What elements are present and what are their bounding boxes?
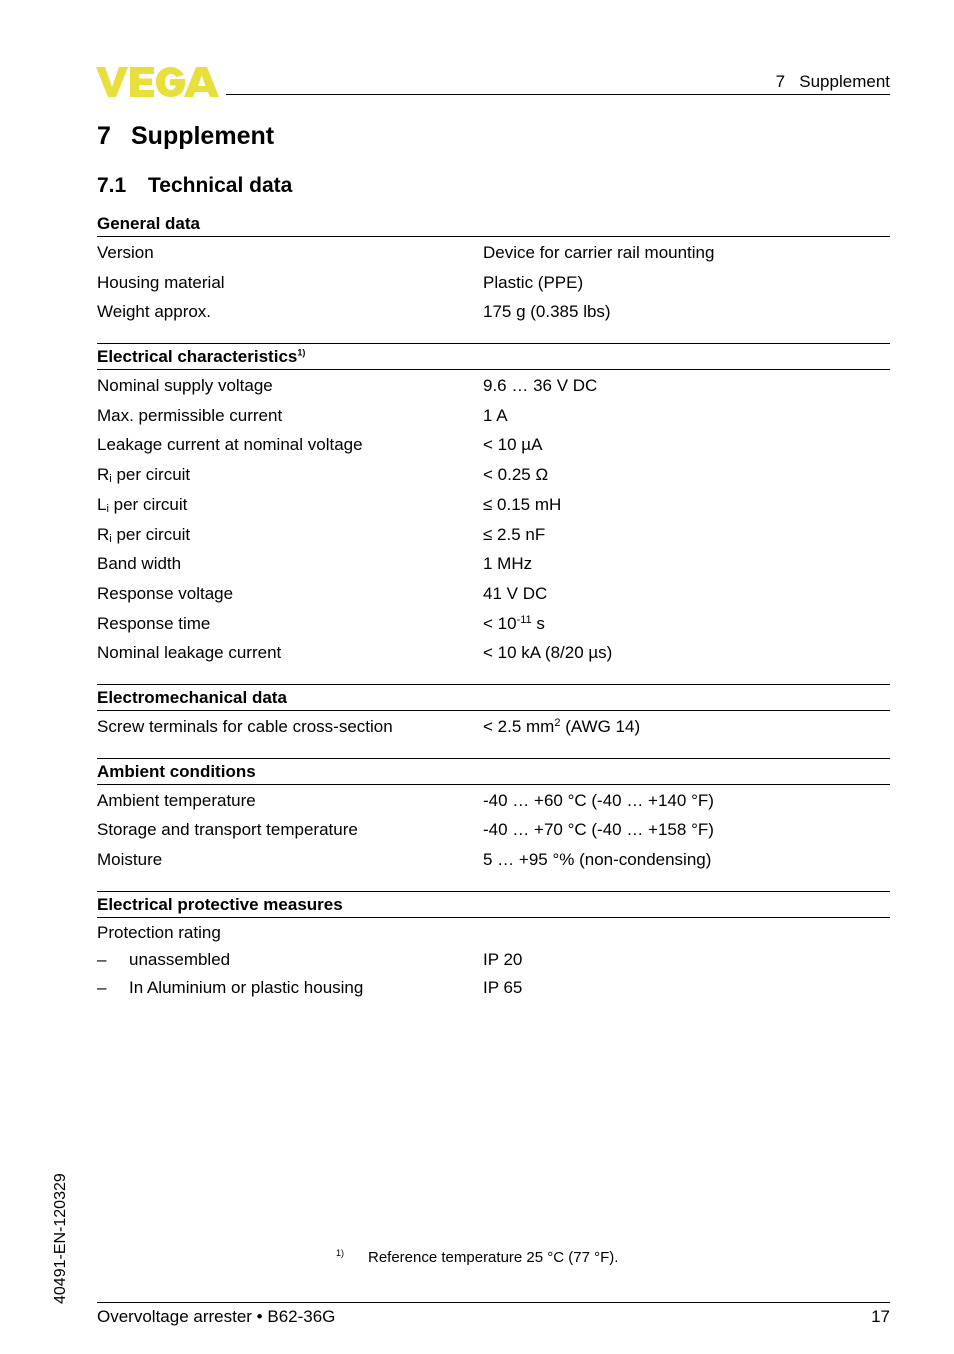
spec-row: [97, 579, 890, 609]
spec-row: [97, 371, 890, 401]
footnote-ref: 1): [297, 347, 306, 358]
section-electromechanical: [97, 684, 890, 758]
spec-value: 175 g (0.385 lbs): [483, 302, 611, 322]
label-main: L: [97, 494, 107, 514]
spec-value: < 10 kA (8/20 µs): [483, 643, 613, 663]
spec-label: [97, 946, 483, 974]
spec-value: [483, 712, 890, 742]
spec-label: Weight approx.: [97, 302, 212, 322]
spec-value: 41 V DC: [483, 583, 548, 603]
spec-label: Version: [97, 243, 154, 262]
value-rest: s: [531, 613, 545, 633]
spec-row: [97, 919, 890, 947]
value-main: < 2.5 mm: [483, 716, 555, 736]
section-ambient: [97, 758, 890, 891]
spec-value: IP 20: [483, 950, 523, 970]
electrical-title-text: Electrical characteristics: [97, 347, 298, 367]
spec-row: [97, 815, 890, 845]
section-title-electromechanical: Electromechanical data: [97, 684, 890, 711]
section-heading: [97, 174, 292, 198]
spec-row: [97, 946, 890, 974]
spec-row: [97, 268, 890, 298]
section-title-general: General data: [97, 211, 890, 237]
vega-logo: [96, 66, 220, 98]
spec-value: -40 … +70 °C (-40 … +158 °F): [483, 820, 714, 840]
spec-label: Band width: [97, 554, 182, 574]
chapter-number: 7: [97, 122, 111, 150]
label-text: unassembled: [129, 950, 231, 970]
label-subscript: i: [106, 502, 109, 515]
section-title-electrical: [97, 343, 890, 370]
spec-value: 9.6 … 36 V DC: [483, 376, 598, 396]
spec-label: Leakage current at nominal voltage: [97, 435, 363, 455]
section-protective: [97, 891, 890, 1018]
spec-value: 1 MHz: [483, 554, 533, 574]
chapter-title: Supplement: [131, 122, 275, 150]
spec-label: Protection rating: [97, 922, 221, 942]
spec-label: Max. permissible current: [97, 405, 283, 425]
technical-data-table: [97, 211, 890, 1017]
section-general-data: [97, 211, 890, 343]
spec-row: [97, 490, 890, 520]
spec-value: Plastic (PPE): [483, 272, 584, 292]
dash-bullet: –: [97, 977, 107, 997]
footnote: [336, 1248, 618, 1266]
spec-row: [97, 401, 890, 431]
spec-label: Housing material: [97, 272, 225, 292]
spec-label: Nominal leakage current: [97, 643, 282, 663]
spec-value: < 10 µA: [483, 435, 543, 455]
spec-label: Moisture: [97, 850, 163, 869]
spec-label: Nominal supply voltage: [97, 376, 273, 396]
label-text: In Aluminium or plastic housing: [129, 977, 364, 997]
spec-value: 5 … +95 °% (non-condensing): [483, 850, 712, 869]
footnote-text: Reference temperature 25 °C (77 °F).: [368, 1249, 619, 1266]
value-superscript: -11: [516, 613, 532, 626]
label-main: R: [97, 524, 110, 544]
spec-label: [97, 520, 483, 550]
spec-label: Storage and transport temperature: [97, 820, 358, 840]
footer-doc-title: Overvoltage arrester • B62-36G: [97, 1307, 336, 1326]
section-electrical: [97, 343, 890, 684]
label-rest: per circuit: [111, 524, 191, 544]
spec-value: IP 65: [483, 977, 523, 997]
label-subscript: i: [109, 473, 112, 486]
spec-label: [97, 460, 483, 490]
document-code: 40491-EN-120329: [52, 1173, 69, 1304]
spec-row: [97, 638, 890, 668]
spec-row: [97, 712, 890, 742]
spec-value: < 0.25 Ω: [483, 465, 549, 485]
section-number: 7.1: [97, 174, 127, 197]
spec-label: Ambient temperature: [97, 790, 256, 810]
dash-bullet: –: [97, 950, 107, 970]
spec-row: [97, 786, 890, 816]
chapter-heading: [97, 122, 274, 151]
section-title-protective: Electrical protective measures: [97, 891, 890, 918]
spec-row: [97, 609, 890, 639]
page-number: 17: [871, 1307, 890, 1326]
spec-label: [97, 974, 483, 1002]
spec-value: 1 A: [483, 405, 508, 425]
spec-value: -40 … +60 °C (-40 … +140 °F): [483, 790, 714, 810]
spec-row: [97, 460, 890, 490]
spec-row: [97, 238, 890, 268]
section-title-ambient: Ambient conditions: [97, 758, 890, 785]
spec-value: [483, 609, 890, 639]
value-main: < 10: [483, 613, 517, 633]
footer-rule: [97, 1302, 890, 1303]
spec-row: [97, 297, 890, 327]
spec-row: [97, 845, 890, 875]
spec-row: [97, 974, 890, 1002]
spec-value: Device for carrier rail mounting: [483, 243, 715, 262]
label-subscript: i: [109, 532, 112, 545]
spec-value: ≤ 0.15 mH: [483, 494, 562, 514]
value-rest: (AWG 14): [560, 716, 641, 736]
spec-value: ≤ 2.5 nF: [483, 524, 546, 544]
label-rest: per circuit: [111, 465, 191, 485]
label-rest: per circuit: [108, 494, 188, 514]
spec-label: Screw terminals for cable cross-section: [97, 716, 393, 736]
spec-label: Response voltage: [97, 583, 234, 603]
spec-row: [97, 549, 890, 579]
spec-label: Response time: [97, 613, 211, 633]
header-rule: [226, 94, 890, 95]
spec-label: [97, 490, 483, 520]
spec-value-empty: [483, 919, 890, 947]
label-main: R: [97, 465, 110, 485]
value-superscript: 2: [554, 716, 561, 729]
spec-row: [97, 520, 890, 550]
spec-row: [97, 430, 890, 460]
footnote-mark: 1): [336, 1248, 345, 1258]
running-header: 7 Supplement: [775, 72, 890, 91]
section-title: Technical data: [148, 174, 293, 197]
